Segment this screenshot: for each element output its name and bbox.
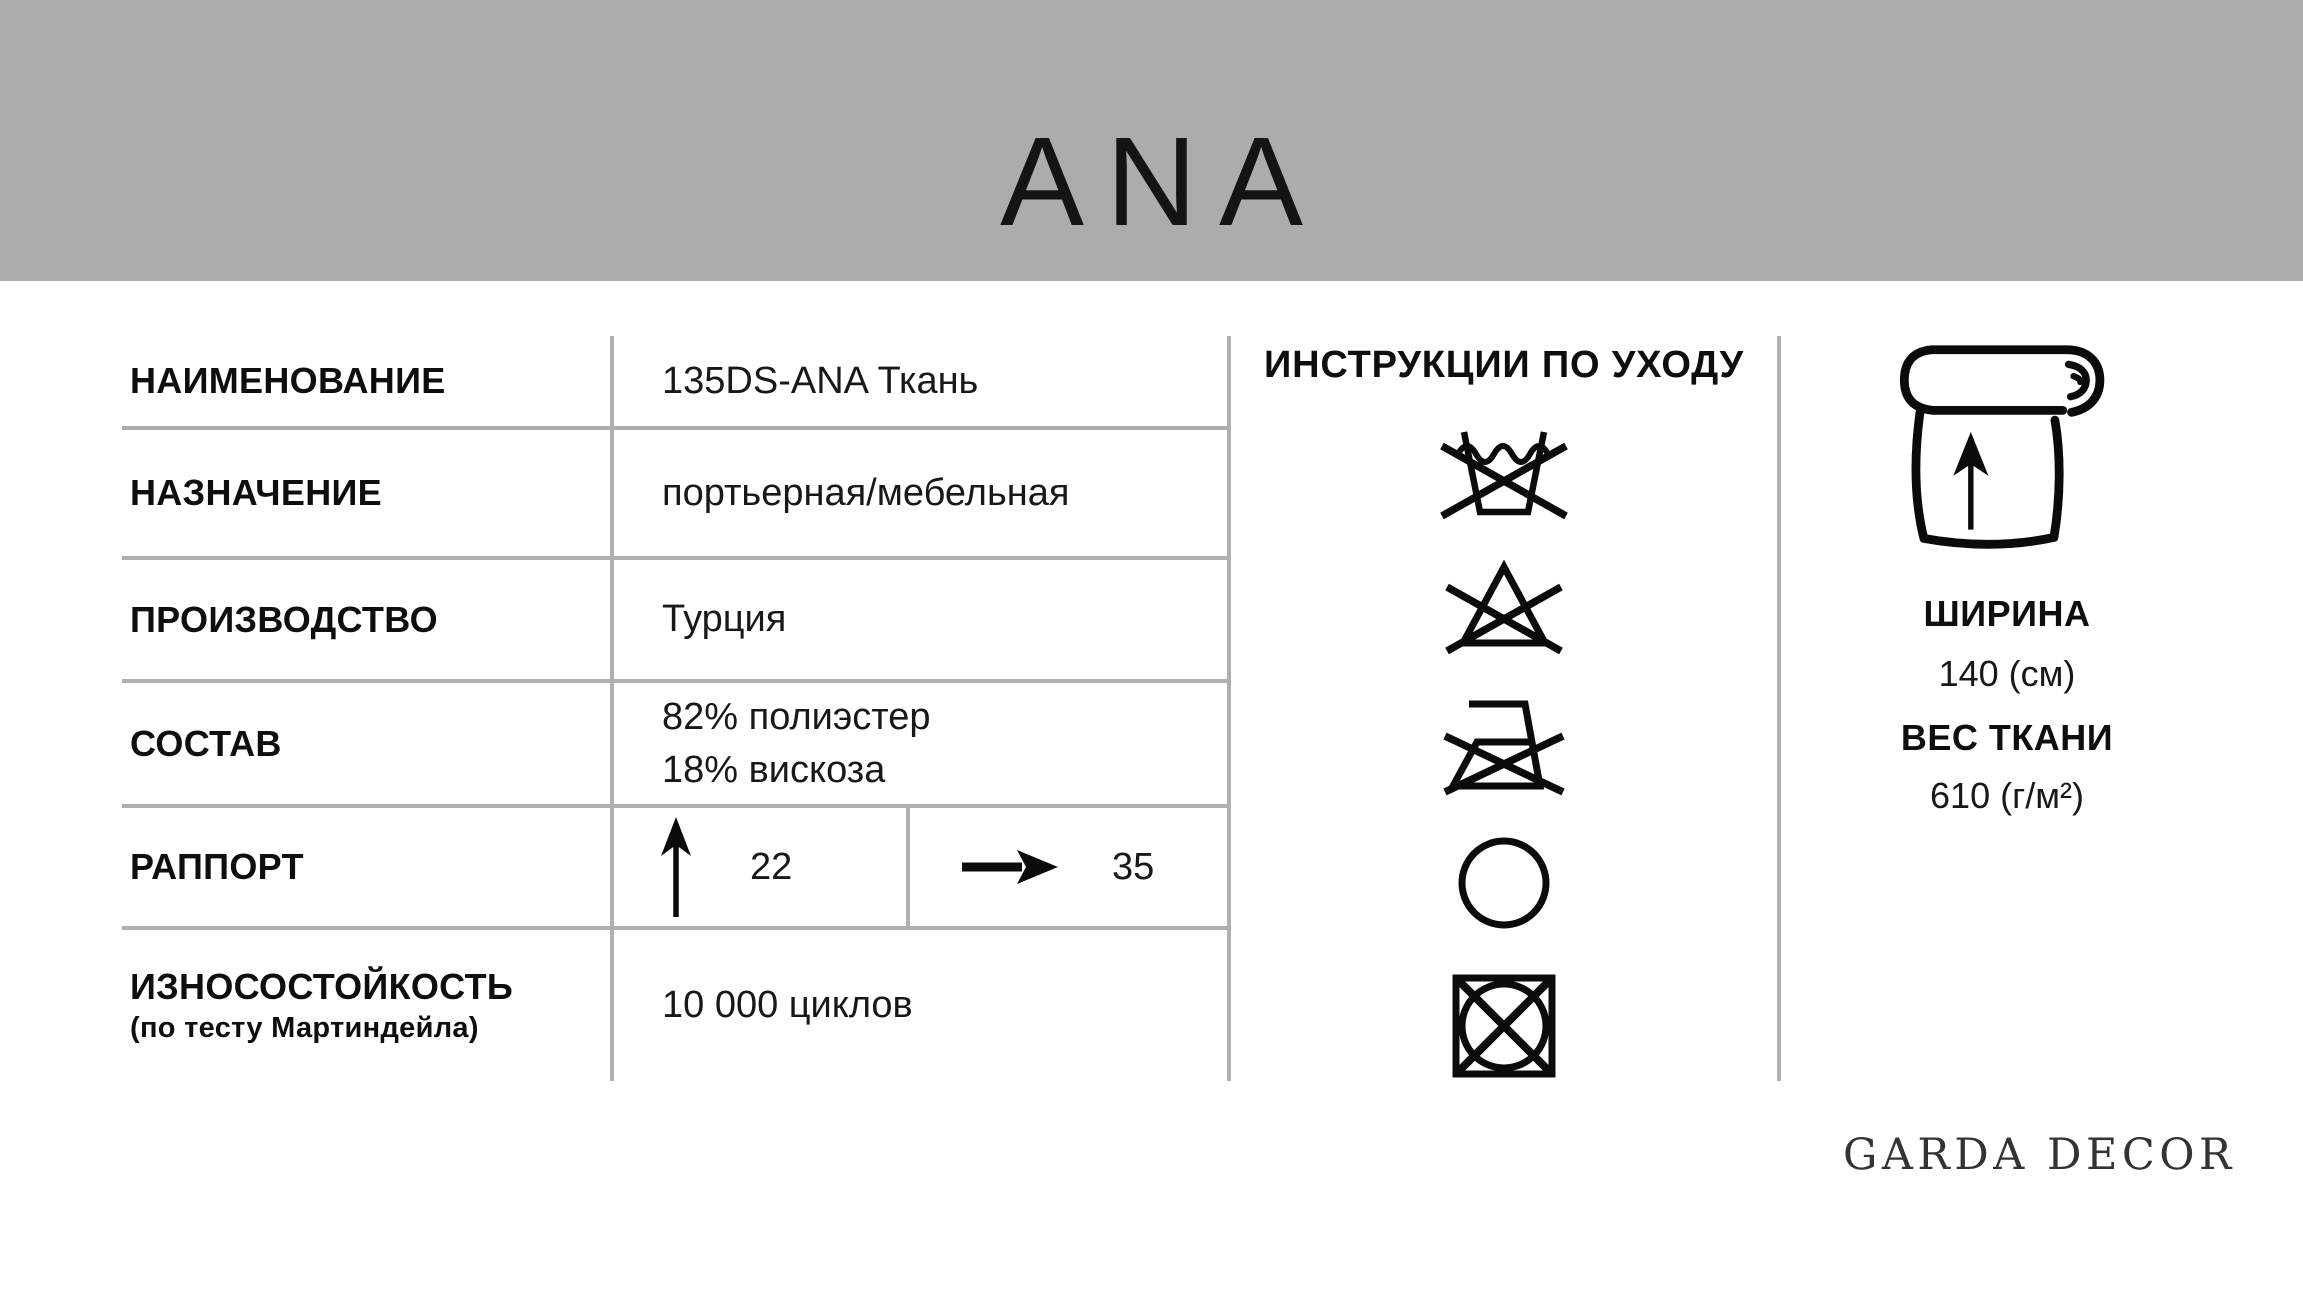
table-row <box>122 430 1231 560</box>
row-label: РАППОРТ <box>130 846 304 887</box>
rapport-horizontal-cell <box>920 808 1231 926</box>
row-value: 10 000 циклов <box>662 984 913 1026</box>
weight-value: 610 (г/м²) <box>1930 775 2084 816</box>
table-row <box>122 683 1231 808</box>
do-not-bleach-icon <box>1439 559 1569 659</box>
width-label: ШИРИНА <box>1923 593 2091 634</box>
row-value: 135DS-ANA Ткань <box>662 359 979 402</box>
table-row <box>122 808 1231 930</box>
row-label-cell <box>122 430 610 556</box>
row-label: НАЗНАЧЕНИЕ <box>130 472 382 513</box>
fabric-roll-up-arrow-icon <box>1894 338 2120 558</box>
fabric-dimensions-panel <box>1781 336 2233 818</box>
page-title: ANA <box>999 111 1326 252</box>
row-sublabel: (по тесту Мартиндейла) <box>130 1012 479 1044</box>
brand-logo: GARDA DECOR <box>1843 1130 2236 1180</box>
table-row <box>122 930 1231 1081</box>
header-banner <box>0 0 2303 281</box>
rapport-value-cell <box>610 808 1231 926</box>
care-instructions-section <box>1231 336 1777 1082</box>
row-label-cell <box>122 683 610 804</box>
row-label-cell <box>122 930 610 1081</box>
row-value-cell <box>610 336 1231 426</box>
weight-label: ВЕС ТКАНИ <box>1900 717 2114 758</box>
row-value: Турция <box>662 598 787 640</box>
do-not-tumble-dry-icon <box>1448 970 1560 1082</box>
row-value-cell <box>610 560 1231 679</box>
vertical-repeat-arrow-icon <box>654 815 698 919</box>
row-label-cell <box>122 336 610 426</box>
row-label-cell <box>122 808 610 926</box>
table-column-divider <box>610 336 614 1081</box>
do-not-iron-icon <box>1439 696 1569 796</box>
row-value-cell <box>610 930 1231 1081</box>
horizontal-repeat-arrow-icon <box>960 847 1060 887</box>
row-label: НАИМЕНОВАНИЕ <box>130 360 446 401</box>
dry-cleaning-allowed-icon <box>1454 833 1554 933</box>
care-instructions-title: ИНСТРУКЦИИ ПО УХОДУ <box>1264 344 1744 386</box>
care-symbols-column <box>1434 422 1574 1082</box>
row-value: портьерная/мебельная <box>662 471 1070 514</box>
row-value-cell <box>610 430 1231 556</box>
spec-table <box>122 336 1231 1081</box>
table-row <box>122 336 1231 430</box>
row-label: ПРОИЗВОДСТВО <box>130 598 438 640</box>
row-label: СОСТАВ <box>130 722 282 764</box>
vertical-repeat-value: 22 <box>750 845 793 888</box>
rapport-vertical-cell <box>610 808 896 926</box>
horizontal-repeat-value: 35 <box>1112 845 1155 888</box>
row-label-cell <box>122 560 610 679</box>
table-row <box>122 560 1231 683</box>
row-value-line: 18% вискоза <box>662 748 886 791</box>
do-not-wash-icon <box>1434 422 1574 522</box>
row-label: ИЗНОСОСТОЙКОСТЬ <box>130 966 514 1007</box>
width-value: 140 (см) <box>1938 653 2076 694</box>
rapport-divider <box>906 808 910 926</box>
row-value-cell <box>610 683 1231 804</box>
row-value-line: 82% полиэстер <box>662 695 931 738</box>
